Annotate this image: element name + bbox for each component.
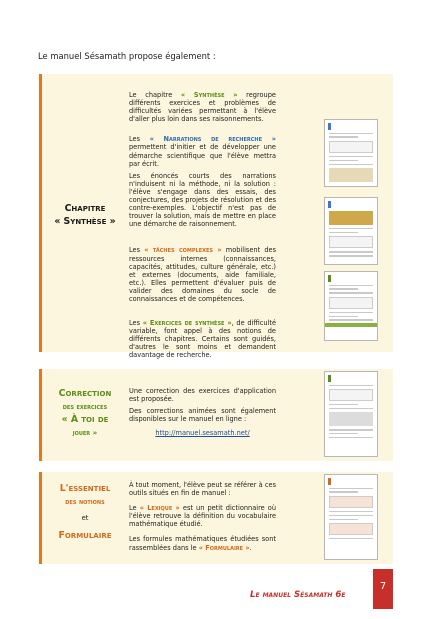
paragraph: Des corrections animées sont également disponibles sur le manuel en ligne : [129, 407, 276, 424]
title-line: Chapitre [64, 203, 106, 214]
section-title [42, 202, 128, 228]
thumbnails [324, 369, 378, 461]
thumbnail-exercices-synthese [324, 271, 378, 341]
section-synthese [39, 74, 393, 360]
paragraph: Le chapitre « Synthèse » regroupe différents exercices et problèmes de difficultés variées permettant à l'élève d'aller plus loin dans ses raisonnements. [129, 91, 276, 124]
paragraph: À tout moment, l'élève peut se référer à ces outils situés en fin de manuel : [129, 481, 276, 498]
section-correction [39, 369, 393, 461]
title-line: Formulaire [58, 530, 112, 541]
term: « Lexique » [139, 504, 180, 513]
paragraph: Les énoncés courts des narrations n'induisent ni la méthode, ni la solution : l'élève s'engage dans des essais, des conjectures, des projets de résolution et des contre-exemples. L'objectif n'est pas de trouver la solution, mais de mettre en place une démarche de raisonnement. [129, 171, 276, 229]
paragraph: Les « Exercices de synthèse », de difficulté variable, font appel à des notions de différents chapitres. Certains sont guidés, d'autres le sont moins et demandent davantage de recherche. [129, 319, 276, 360]
paragraph: Une correction des exercices d'application est proposée. [129, 387, 276, 404]
thumbnail-header [328, 478, 374, 485]
title-line: L'essentiel [59, 483, 111, 494]
thumbnail-essentiel [324, 474, 378, 560]
thumbnail-header [328, 275, 374, 282]
paragraph: Les formules mathématiques étudiées sont rassemblées dans le « Formulaire ». [129, 535, 276, 552]
thumbnails [324, 74, 378, 352]
title-line: « Synthèse » [54, 216, 116, 227]
title-line: des notions [65, 497, 105, 506]
thumbnail-narrations [324, 119, 378, 187]
term: « Exercices de synthèse » [142, 319, 232, 328]
paragraph: Les « Narrations de recherche » permettent d'initier et de développer une démarche scientifique que l'élève mettra par écrit. [129, 135, 276, 168]
thumbnail-header [328, 375, 374, 382]
title-line: jouer » [72, 428, 98, 437]
term: « Narrations de recherche » [149, 135, 276, 144]
thumbnails [324, 472, 378, 564]
section-body [129, 481, 276, 559]
term: « Synthèse » [180, 91, 238, 99]
thumbnail-header [328, 201, 374, 208]
section-body [129, 387, 276, 437]
thumbnail-correction [324, 371, 378, 457]
title-line: Correction [58, 388, 112, 399]
footer-title: Le manuel Sésamath 6e [250, 590, 346, 600]
section-title [42, 387, 128, 439]
section-essentiel [39, 472, 393, 564]
section-body [129, 91, 276, 367]
paragraph: Les « tâches complexes » mobilisent des ressources internes (connaissances, capacités, attitudes, culture générale, etc.) et externes (documents, aide familiale, etc.). Elles permettent d'évaluer puis de valider des domaines du socle de connaissances et de compétences. [129, 246, 276, 303]
paragraph: Le « Lexique » est un petit dictionnaire où l'élève retrouve la définition du vocabulaire mathématique étudié. [129, 504, 276, 529]
section-title [42, 482, 128, 543]
title-line: des exercices [62, 402, 108, 411]
term: « tâches complexes » [144, 246, 222, 255]
term: « Formulaire » [198, 543, 250, 552]
title-line: « À toi de [61, 414, 109, 425]
title-connector: et [81, 514, 89, 522]
thumbnail-taches [324, 197, 378, 265]
intro-text: Le manuel Sésamath propose également : [38, 51, 216, 61]
thumbnail-header [328, 123, 374, 130]
manuel-link[interactable]: http://manuel.sesamath.net/ [155, 429, 250, 438]
page-number: 7 [373, 569, 393, 609]
